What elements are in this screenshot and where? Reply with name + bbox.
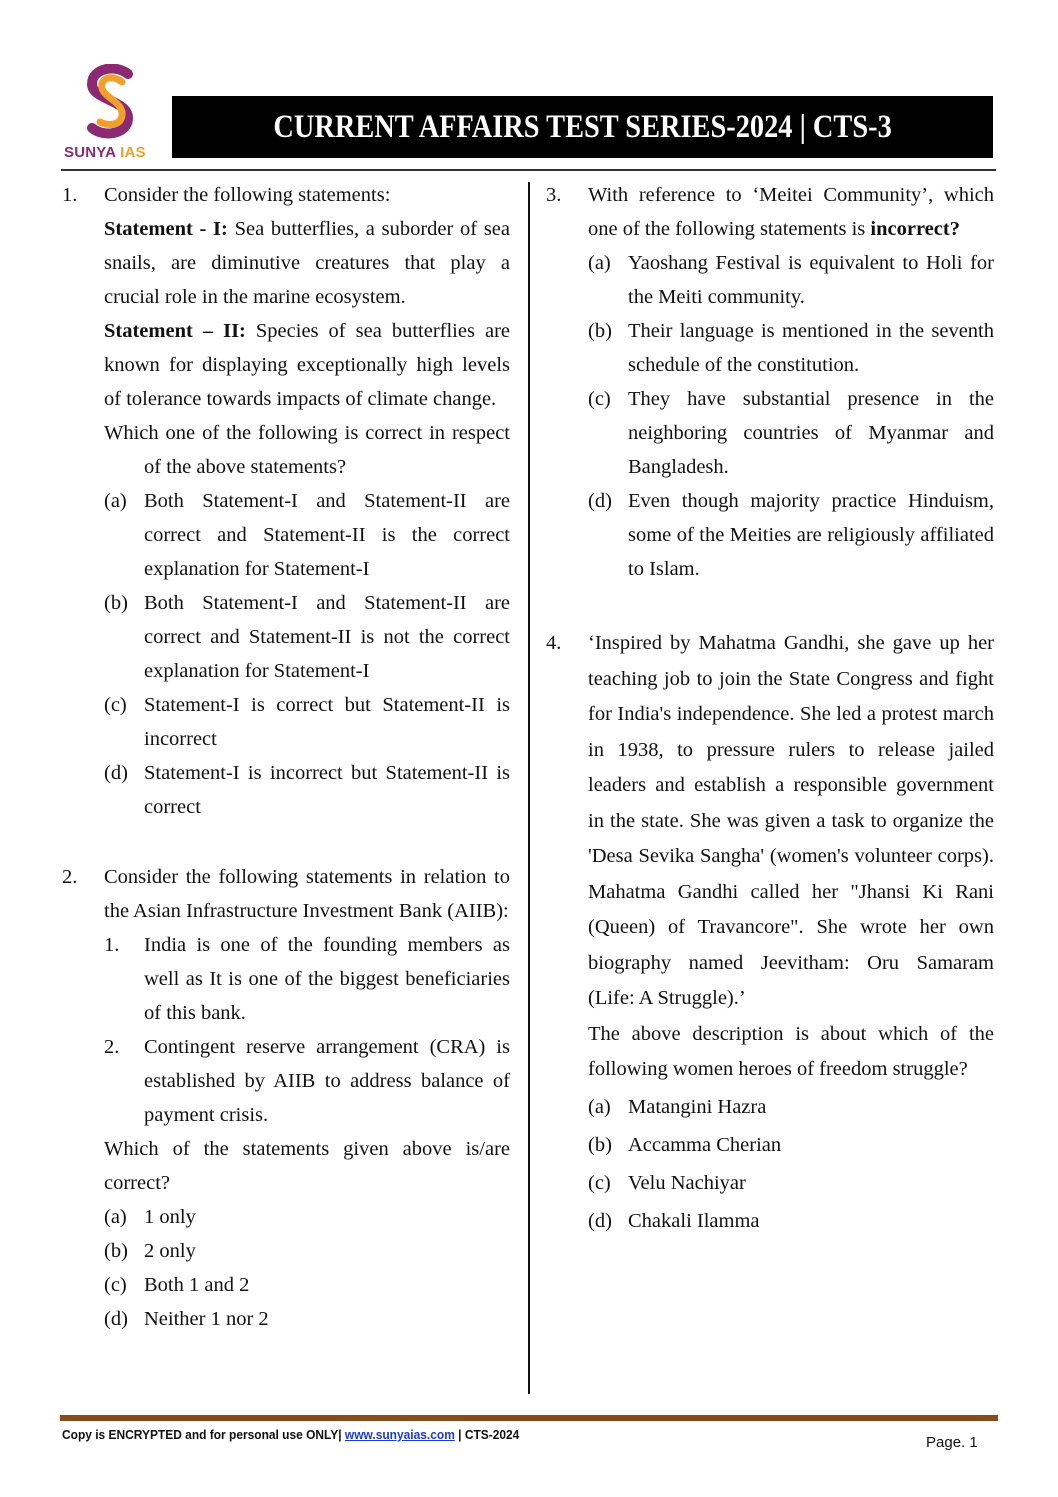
option-text: Even though majority practice Hinduism, some of the Meities are religiously affiliated to Islam. [628,490,994,580]
option-a[interactable] [104,1200,510,1234]
statement-2 [104,314,510,416]
option-label: (c) [104,694,127,716]
option-a[interactable] [588,1088,994,1126]
option-b[interactable] [588,1126,994,1164]
option-d[interactable] [588,484,994,586]
option-label: (a) [588,252,611,274]
footer-divider [60,1415,998,1421]
option-label: (c) [588,388,611,410]
footer-series: | CTS-2024 [454,1427,520,1442]
question-prompt: Which of the statements given above is/are correct? [104,1138,510,1194]
option-label: (b) [588,320,612,342]
statement-text: India is one of the founding members as well as It is one of the biggest beneficiaries of this bank. [144,934,510,1024]
right-column [546,178,994,1240]
statement-2-label: Statement – II: [104,320,246,342]
option-a[interactable] [104,484,510,586]
option-d[interactable] [104,756,510,824]
option-text: Velu Nachiyar [628,1171,746,1194]
question-number: 1. [62,184,78,206]
footer-copy-notice: Copy is ENCRYPTED and for personal use ONLY| [62,1427,342,1442]
option-text: Neither 1 nor 2 [144,1308,269,1330]
statement-number: 2. [104,1036,120,1058]
option-label: (d) [104,762,128,784]
logo-text-ias: IAS [120,144,146,161]
option-b[interactable] [104,1234,510,1268]
option-label: (b) [104,1240,128,1262]
option-text: They have substantial presence in the neighboring countries of Myanmar and Bangladesh. [628,388,994,478]
option-text: Their language is mentioned in the seventh schedule of the constitution. [628,320,994,376]
option-text: Both Statement-I and Statement-II are correct and Statement-II is the correct explanation for Statement-I [144,490,510,580]
statement-1-text: Sea butterflies, a suborder of sea snails, are diminutive creatures that play a crucial role in the marine ecosystem. [104,218,510,308]
question-2 [62,860,510,1336]
option-a[interactable] [588,246,994,314]
question-prompt: Which one of the following is correct in respect of the above statements? [104,422,510,478]
option-label: (a) [104,1206,127,1228]
question-stem-text: With reference to ‘Meitei Community’, which one of the following statements is [588,184,994,240]
option-c[interactable] [104,1268,510,1302]
question-stem [588,178,994,246]
option-d[interactable] [104,1302,510,1336]
option-b[interactable] [588,314,994,382]
question-stem: ‘Inspired by Mahatma Gandhi, she gave up her teaching job to join the State Congress and fight for India's independence. She led a protest march in 1938, to pressure rulers to release jailed leaders and establish a responsible government in the state. She was given a task to organize the 'Desa Sevika Sangha' (women's volunteer corps). Mahatma Gandhi called her "Jhansi Ki Rani (Queen) of Travancore". She wrote her own biography named Jeevitham: Oru Samaram (Life: A Struggle).’ [588,632,994,1009]
option-text: Both 1 and 2 [144,1274,250,1296]
question-number: 2. [62,866,78,888]
option-text: Statement-I is incorrect but Statement-II is correct [144,762,510,818]
left-column [62,178,510,1336]
statement-2-text: Species of sea butterflies are known for displaying exceptionally high levels of tolerance towards impacts of climate change. [104,320,510,410]
statement-item-1 [104,928,510,1030]
option-c[interactable] [588,1164,994,1202]
option-label: (a) [588,1095,611,1118]
question-stem: Consider the following statements: [104,184,391,206]
option-label: (d) [104,1308,128,1330]
option-label: (b) [588,1133,612,1156]
sunya-ias-logo [60,64,160,164]
option-d[interactable] [588,1202,994,1240]
option-text: Both Statement-I and Statement-II are correct and Statement-II is not the correct explanation for Statement-I [144,592,510,682]
question-3 [546,178,994,586]
title-banner [172,96,993,158]
logo-wordmark [64,144,164,161]
sunya-s-logo-icon [82,64,140,140]
option-c[interactable] [104,688,510,756]
option-label: (c) [588,1171,611,1194]
option-c[interactable] [588,382,994,484]
option-label: (a) [104,490,127,512]
option-label: (d) [588,490,612,512]
logo-text-sunya: SUNYA [64,144,117,161]
option-text: Yaoshang Festival is equivalent to Holi for the Meiti community. [628,252,994,308]
option-text: Statement-I is correct but Statement-II is incorrect [144,694,510,750]
statement-1 [104,212,510,314]
question-number: 4. [546,632,562,654]
page-title: CURRENT AFFAIRS TEST SERIES-2024 | CTS-3 [273,108,892,145]
question-4 [546,626,994,1240]
footer-notice [62,1427,519,1442]
option-text: Accamma Cherian [628,1133,782,1156]
question-1 [62,178,510,824]
option-text: 1 only [144,1206,196,1228]
statement-number: 1. [104,934,120,956]
question-stem-emphasis: incorrect? [870,218,960,240]
statement-text: Contingent reserve arrangement (CRA) is established by AIIB to address balance of payment crisis. [144,1036,510,1126]
column-divider [528,182,530,1394]
page-number: Page. 1 [926,1434,978,1451]
question-stem: Consider the following statements in relation to the Asian Infrastructure Investment Bank (AIIB): [104,866,510,922]
option-label: (b) [104,592,128,614]
option-b[interactable] [104,586,510,688]
question-prompt: The above description is about which of the following women heroes of freedom struggle? [588,1022,994,1080]
option-text: Matangini Hazra [628,1095,767,1118]
option-text: Chakali Ilamma [628,1209,760,1232]
website-link[interactable]: www.sunyaias.com [344,1427,455,1442]
option-label: (c) [104,1274,127,1296]
option-text: 2 only [144,1240,196,1262]
header-divider [61,169,996,171]
statement-item-2 [104,1030,510,1132]
option-label: (d) [588,1209,612,1232]
question-number: 3. [546,184,562,206]
statement-1-label: Statement - I: [104,218,228,240]
